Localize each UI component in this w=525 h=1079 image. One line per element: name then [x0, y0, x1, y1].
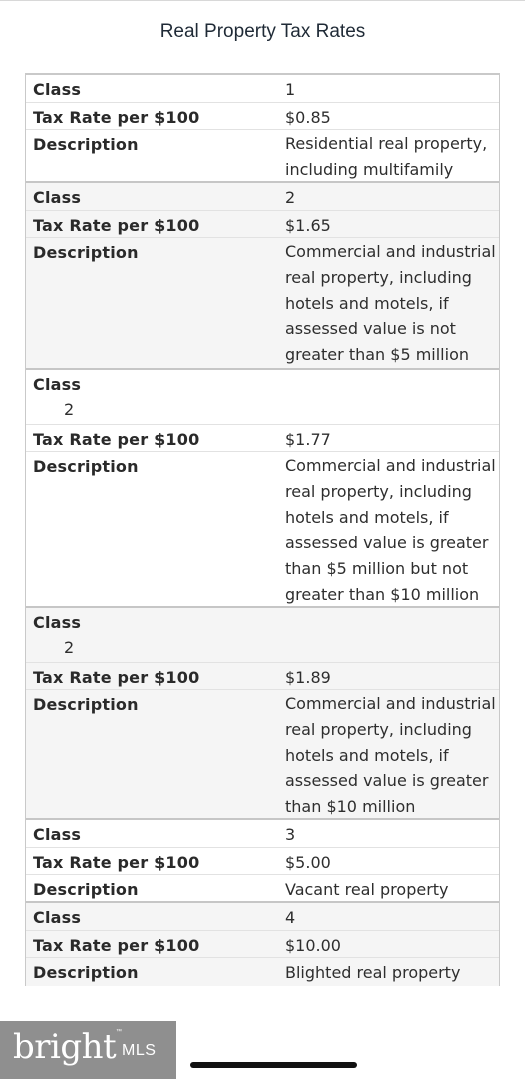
description-value [285, 453, 497, 608]
description-label: Description [33, 963, 139, 982]
description-line: Commercial and industrial [285, 456, 496, 475]
tax-class-group [26, 903, 499, 986]
rate-row [26, 424, 499, 451]
description-row [26, 874, 499, 901]
rate-value: $10.00 [285, 936, 341, 955]
bright-mls-watermark [0, 1021, 176, 1079]
page-title: Real Property Tax Rates [159, 21, 366, 42]
class-label: Class [33, 80, 82, 99]
description-row [26, 451, 499, 608]
rate-label: Tax Rate per $100 [33, 853, 200, 872]
rate-label: Tax Rate per $100 [33, 216, 200, 235]
description-line: real property, including [285, 267, 472, 287]
description-value [285, 691, 497, 820]
watermark-trademark: ™ [116, 1029, 122, 1035]
description-line: including multifamily [285, 159, 454, 179]
description-line: Residential real property, [285, 134, 488, 153]
watermark-suffix: MLS [122, 1042, 157, 1059]
tax-class-group [26, 820, 499, 903]
class-value: 2 [285, 188, 296, 207]
class-row [26, 183, 499, 210]
rate-row [26, 930, 499, 957]
description-line: than $10 million [285, 797, 416, 817]
class-row [26, 608, 499, 662]
description-line: real property, including [285, 481, 472, 501]
rate-label: Tax Rate per $100 [33, 108, 200, 127]
description-value: Vacant real property [285, 880, 449, 899]
class-label: Class [33, 613, 82, 632]
class-row [26, 903, 499, 930]
class-label: Class [33, 188, 82, 207]
rate-label: Tax Rate per $100 [33, 668, 200, 687]
watermark-brand: bright [13, 1027, 117, 1067]
description-value [285, 239, 497, 368]
tax-rate-table [25, 73, 500, 986]
description-row [26, 957, 499, 984]
tax-class-group [26, 75, 499, 183]
home-indicator[interactable] [190, 1062, 357, 1068]
class-row [26, 820, 499, 847]
tax-class-group [26, 370, 499, 608]
description-label: Description [33, 457, 139, 476]
description-row [26, 237, 499, 370]
description-line: hotels and motels, if [285, 293, 449, 313]
rate-value: $5.00 [285, 853, 331, 872]
class-value: 2 [64, 638, 75, 657]
description-row [26, 689, 499, 820]
description-line: greater than $5 million [285, 345, 469, 365]
class-label: Class [33, 908, 82, 927]
description-value: Blighted real property [285, 963, 461, 982]
tax-class-group [26, 183, 499, 370]
rate-row [26, 210, 499, 237]
class-value: 3 [285, 825, 296, 844]
rate-value: $1.89 [285, 668, 331, 687]
description-line: hotels and motels, if [285, 507, 449, 527]
class-row [26, 75, 499, 102]
class-value: 2 [64, 400, 75, 419]
rate-row [26, 102, 499, 129]
rate-label: Tax Rate per $100 [33, 936, 200, 955]
description-label: Description [33, 695, 139, 714]
description-row [26, 129, 499, 183]
rate-row [26, 847, 499, 874]
description-line: Commercial and industrial [285, 242, 496, 261]
description-value [285, 131, 497, 183]
rate-value: $1.65 [285, 216, 331, 235]
rate-value: $0.85 [285, 108, 331, 127]
description-label: Description [33, 880, 139, 899]
rate-row [26, 662, 499, 689]
class-label: Class [33, 375, 82, 394]
top-divider [0, 0, 525, 1]
description-line: Commercial and industrial [285, 694, 496, 713]
class-value: 1 [285, 80, 296, 99]
description-line: assessed value is greater [285, 771, 489, 791]
class-label: Class [33, 825, 82, 844]
description-line: greater than $10 million [285, 584, 480, 604]
class-value: 4 [285, 908, 296, 927]
description-line: assessed value is greater [285, 533, 489, 553]
class-row [26, 370, 499, 424]
description-label: Description [33, 243, 139, 262]
tax-class-group [26, 608, 499, 820]
description-label: Description [33, 135, 139, 154]
description-line: assessed value is not [285, 319, 456, 339]
description-line: real property, including [285, 719, 472, 739]
rate-value: $1.77 [285, 430, 331, 449]
description-line: hotels and motels, if [285, 745, 449, 765]
rate-label: Tax Rate per $100 [33, 430, 200, 449]
description-line: than $5 million but not [285, 559, 469, 579]
